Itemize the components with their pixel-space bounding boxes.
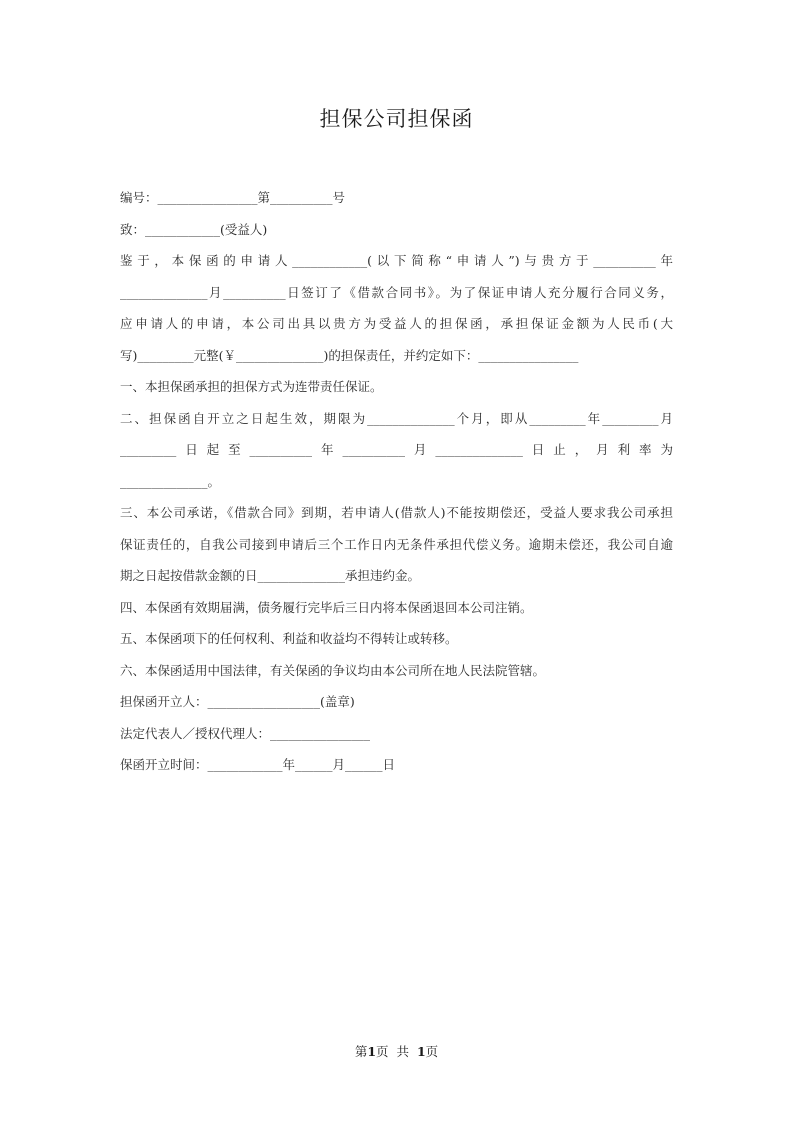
clause-2-line: 二、担保函自开立之日起生效，期限为______________个月，即从_________年_________月 (120, 410, 673, 426)
footer-prefix: 第 (354, 1044, 368, 1059)
serial-number-line: 编号：________________第__________号 (120, 190, 346, 205)
legal-representative-line: 法定代表人／授权代理人：________________ (120, 725, 371, 741)
clause-1: 一、本担保函承担的担保方式为连带责任保证。 (120, 379, 383, 394)
document-title: 担保公司担保函 (319, 107, 474, 131)
issue-date-line: 保函开立时间：____________年______月______日 (120, 757, 396, 772)
footer-page-number: 1 (367, 1044, 377, 1059)
paragraph-line: ______________月__________日签订了《借款合同书》。为了保证申请人充分履行合同义务， (120, 284, 673, 300)
footer-middle: 页 共 (376, 1044, 417, 1059)
clause-2-line: _________日起至__________年__________月______________日止，月利率为 (120, 442, 673, 457)
clause-3-line: 三、本公司承诺，《借款合同》到期，若申请人(借款人)不能按期偿还，受益人要求我公司承担 (120, 505, 673, 520)
clause-3-line: 保证责任的，自我公司接到申请后三个工作日内无条件承担代偿义务。逾期未偿还，我公司自逾 (120, 536, 673, 552)
clause-6: 六、本保函适用中国法律，有关保函的争议均由本公司所在地人民法院管辖。 (120, 662, 546, 678)
footer-suffix: 页 (425, 1044, 439, 1059)
paragraph-line: 应申请人的申请，本公司出具以贵方为受益人的担保函，承担保证金额为人民币(大 (120, 316, 673, 331)
footer-total-pages: 1 (416, 1044, 426, 1059)
paragraph-line: 鉴于，本保函的申请人____________(以下简称“申请人”)与贵方于__________年 (120, 253, 673, 268)
page-footer (0, 1042, 793, 1060)
clause-2-line: ______________。 (120, 473, 221, 489)
clause-5: 五、本保函项下的任何权利、利益和收益均不得转让或转移。 (120, 631, 458, 646)
clause-3-line: 期之日起按借款金额的日______________承担违约金。 (120, 568, 421, 583)
document-body (120, 182, 673, 781)
clause-4: 四、本保函有效期届满，债务履行完毕后三日内将本保函退回本公司注销。 (120, 599, 533, 615)
addressee-line: 致：____________(受益人) (120, 221, 268, 237)
paragraph-line: 写)_________元整(￥______________)的担保责任，并约定如下：________________ (120, 347, 579, 363)
issuer-signature-line: 担保函开立人：__________________(盖章) (120, 694, 355, 709)
